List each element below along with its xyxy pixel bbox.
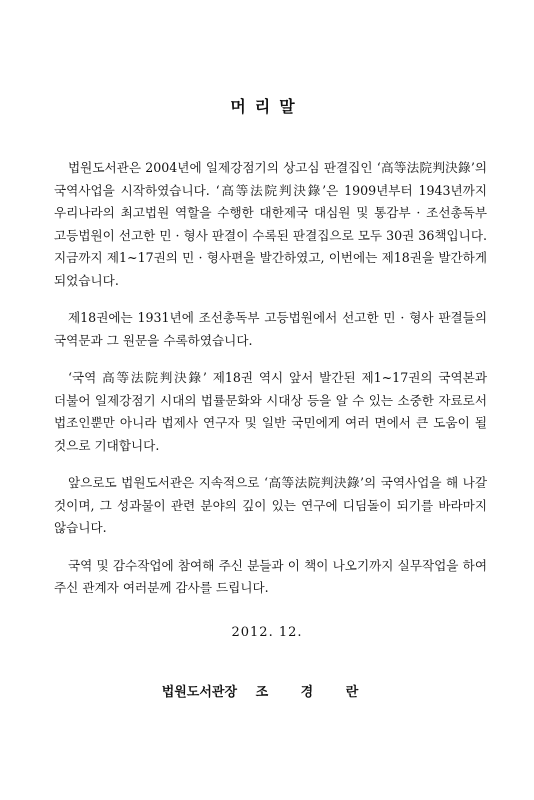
preface-paragraph-4: 앞으로도 법원도서관은 지속적으로 ‘高等法院判決錄’의 국역사업을 해 나갈 것이며, 그 성과물이 관련 분야의 깊이 있는 연구에 디딤돌이 되기를 바라마지 않습니다. [54, 475, 487, 535]
signature-line [0, 681, 534, 700]
signature-name: 조 경 란 [255, 685, 373, 700]
preface-paragraph-5: 국역 및 감수작업에 참여해 주신 분들과 이 책이 나오기까지 실무작업을 하여 주신 관계자 여러분께 감사를 드립니다. [54, 557, 487, 595]
preface-body [54, 157, 487, 615]
preface-date: 2012. 12. [231, 625, 303, 640]
signature-title: 법원도서관장 [161, 685, 238, 700]
preface-paragraph-1: 법원도서관은 2004년에 일제강점기의 상고심 판결집인 ‘高等法院判決錄’의 국역사업을 시작하였습니다. ‘高等法院判決錄’은 1909년부터 1943년까지 우리나라의 최고법원 역할을 수행한 대한제국 대심원 및 통감부 · 조선총독부 고등법원이 선고한 민 · 형사 판결이 수록된 판결집으로 모두 30권 36책입니다. 지금까지 제1~17권의 민 · 형사편을 발간하였고, 이번에는 제18권을 발간하게 되었습니다. [54, 160, 487, 288]
preface-paragraph-3: ‘국역 高等法院判決錄’ 제18권 역시 앞서 발간된 제1~17권의 국역본과 더불어 일제강점기 시대의 법률문화와 시대상 등을 알 수 있는 소중한 자료로서 법조인뿐만 아니라 법제사 연구자 및 일반 국민에게 여러 면에서 큰 도움이 될 것으로 기대합니다. [54, 370, 487, 453]
page-title: 머리말 [230, 97, 304, 116]
preface-paragraph-2: 제18권에는 1931년에 조선총독부 고등법원에서 선고한 민 · 형사 판결들의 국역문과 그 원문을 수록하였습니다. [54, 310, 487, 348]
